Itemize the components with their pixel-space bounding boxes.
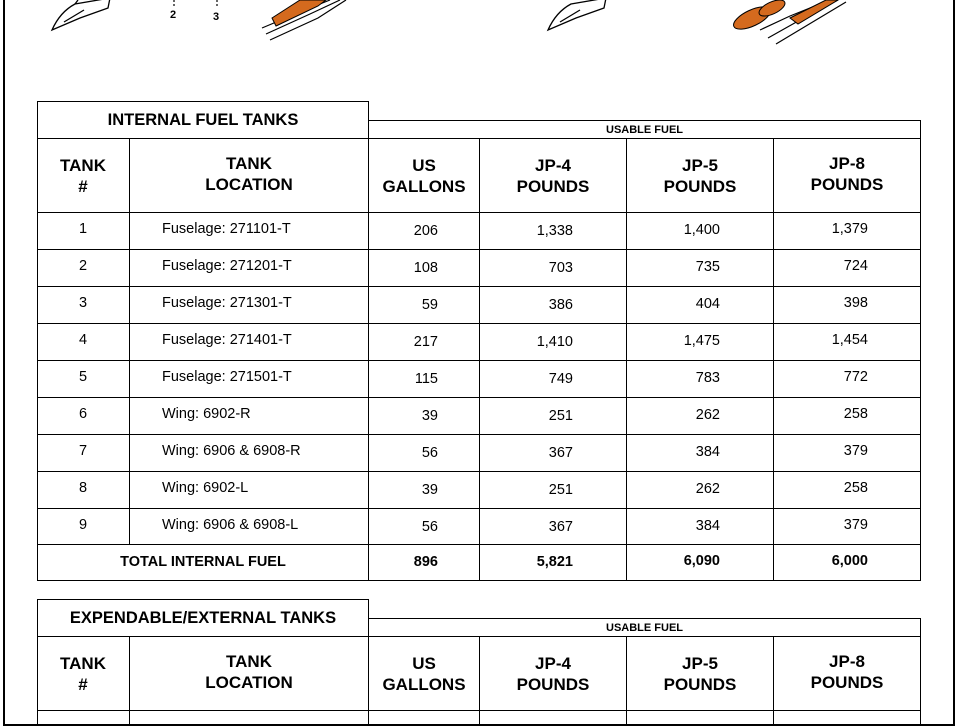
right-aircraft-nose: [548, 0, 606, 30]
internal-table-title: INTERNAL FUEL TANKS: [37, 101, 369, 139]
row-jp4-pounds: 703: [548, 260, 573, 276]
row-tank-location: Fuselage: 271101-T: [162, 221, 291, 237]
external-table-title: EXPENDABLE/EXTERNAL TANKS: [37, 599, 369, 637]
external-header-tank-location: TANK LOCATION: [205, 652, 293, 692]
row-us-gallons: 56: [421, 445, 438, 461]
row-jp8-pounds: 258: [843, 480, 868, 496]
external-header-jp8: JP-8 POUNDS: [810, 652, 884, 692]
row-jp5-pounds: 404: [695, 296, 720, 312]
row-tank-location: Wing: 6906 & 6908-L: [162, 517, 299, 533]
row-jp4-pounds: 367: [548, 445, 573, 461]
row-us-gallons: 39: [421, 482, 438, 498]
row-tank-number: 2: [78, 258, 88, 274]
row-jp5-pounds: 262: [695, 481, 720, 497]
external-header-us-gallons: US GALLONS: [382, 653, 466, 694]
row-us-gallons: 206: [413, 223, 438, 239]
callout-2: 2: [170, 9, 177, 21]
left-aircraft-body: [174, 0, 346, 40]
row-jp8-pounds: 379: [843, 443, 868, 459]
total-jp4: 5,821: [536, 554, 573, 570]
internal-usable-fuel-label: USABLE FUEL: [606, 123, 683, 136]
row-us-gallons: 39: [421, 408, 438, 424]
row-tank-location: Fuselage: 271501-T: [162, 369, 292, 385]
row-tank-number: 9: [78, 517, 88, 533]
row-jp5-pounds: 735: [695, 259, 720, 275]
row-jp4-pounds: 1,338: [536, 223, 573, 239]
row-tank-number: 7: [78, 443, 88, 459]
row-jp8-pounds: 398: [843, 295, 868, 311]
callout-3: 3: [213, 11, 220, 23]
row-jp5-pounds: 384: [695, 444, 720, 460]
row-tank-number: 1: [78, 221, 88, 237]
row-tank-location: Wing: 6902-L: [162, 480, 249, 496]
row-jp4-pounds: 367: [548, 519, 573, 535]
row-jp8-pounds: 1,379: [831, 221, 868, 237]
row-jp8-pounds: 1,454: [831, 332, 868, 348]
row-jp8-pounds: 772: [843, 369, 868, 385]
row-jp5-pounds: 384: [695, 518, 720, 534]
row-jp5-pounds: 1,400: [683, 222, 720, 238]
internal-header-us-gallons: US GALLONS: [382, 155, 466, 196]
total-jp5: 6,090: [683, 553, 720, 569]
row-tank-location: Wing: 6906 & 6908-R: [162, 443, 301, 459]
row-us-gallons: 56: [421, 519, 438, 535]
row-us-gallons: 115: [414, 371, 438, 387]
aircraft-illustration: [0, 0, 960, 80]
row-jp8-pounds: 258: [843, 406, 868, 422]
row-tank-number: 6: [78, 406, 88, 422]
left-aircraft-nose: [52, 0, 110, 30]
internal-header-jp8: JP-8 POUNDS: [810, 154, 884, 194]
row-jp5-pounds: 1,475: [683, 333, 720, 349]
row-us-gallons: 108: [413, 260, 438, 276]
row-jp4-pounds: 749: [548, 371, 573, 387]
row-tank-location: Fuselage: 271201-T: [162, 258, 292, 274]
internal-header-tank-location: TANK LOCATION: [205, 154, 293, 194]
row-tank-location: Fuselage: 271301-T: [162, 295, 292, 311]
row-jp4-pounds: 251: [548, 408, 573, 424]
total-jp8: 6,000: [831, 553, 868, 569]
total-internal-fuel-label: TOTAL INTERNAL FUEL: [120, 554, 286, 570]
row-tank-location: Fuselage: 271401-T: [162, 332, 292, 348]
internal-header-jp5: JP-5 POUNDS: [663, 156, 737, 196]
row-jp8-pounds: 724: [843, 258, 868, 274]
row-tank-number: 3: [78, 295, 88, 311]
internal-header-tank-number: TANK #: [60, 155, 106, 196]
row-jp8-pounds: 379: [843, 517, 868, 533]
row-us-gallons: 217: [413, 334, 438, 350]
internal-header-jp4: JP-4 POUNDS: [516, 155, 590, 196]
external-usable-fuel-label: USABLE FUEL: [606, 621, 683, 634]
row-tank-number: 8: [78, 480, 88, 496]
left-fuel-tank: [272, 0, 326, 26]
row-jp4-pounds: 251: [548, 482, 573, 498]
row-jp5-pounds: 262: [695, 407, 720, 423]
external-header-jp5: JP-5 POUNDS: [663, 654, 737, 694]
row-us-gallons: 59: [421, 297, 438, 313]
external-header-jp4: JP-4 POUNDS: [516, 653, 590, 694]
external-header-tank-number: TANK #: [60, 653, 106, 694]
row-tank-location: Wing: 6902-R: [162, 406, 251, 422]
row-jp5-pounds: 783: [695, 370, 720, 386]
row-tank-number: 5: [78, 369, 88, 385]
row-jp4-pounds: 386: [548, 297, 573, 313]
row-jp4-pounds: 1,410: [536, 334, 573, 350]
row-tank-number: 4: [78, 332, 88, 348]
total-gallons: 896: [413, 554, 438, 570]
